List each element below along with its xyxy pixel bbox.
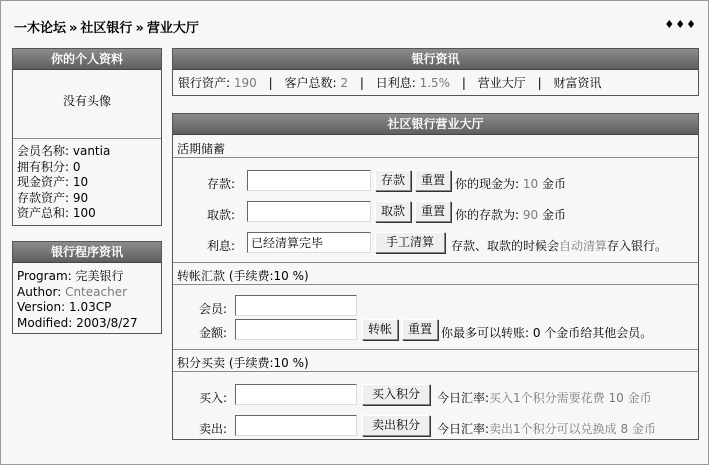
- program-info-title: 银行程序资讯: [13, 242, 161, 263]
- transfer-reset-button[interactable]: 重置: [402, 319, 438, 340]
- withdraw-label: 取款:: [206, 208, 235, 222]
- divider: |: [461, 76, 466, 90]
- withdraw-amount-input[interactable]: [247, 201, 371, 222]
- deposit-balance-text: 你的存款为: 90 金币: [455, 208, 566, 222]
- buy-rate-text: 今日汇率:买入1个积分需要花费 10 金币: [437, 391, 652, 405]
- customers-value: 2: [340, 76, 348, 90]
- sell-points-input[interactable]: [235, 415, 357, 436]
- modified-row: Modified: 2003/8/27: [17, 315, 138, 330]
- profile-panel: [12, 48, 162, 226]
- sell-points-button[interactable]: 卖出积分: [362, 415, 430, 436]
- member-name-row: 会员名称: vantia: [17, 144, 111, 158]
- total-assets-row: 资产总和: 100: [17, 206, 96, 221]
- profile-panel-title: 你的个人资料: [13, 49, 161, 70]
- buy-points-label: 买入:: [198, 391, 227, 405]
- nav-arrows-icon[interactable]: ♦♦♦: [664, 18, 697, 31]
- transfer-member-label: 会员:: [198, 302, 227, 316]
- cash-assets-row: 现金资产: 10: [17, 175, 89, 190]
- manual-settle-button[interactable]: 手工清算: [375, 232, 445, 253]
- interest-label: 利息:: [206, 239, 235, 253]
- buy-points-button[interactable]: 买入积分: [362, 384, 430, 405]
- transfer-button[interactable]: 转帐: [362, 319, 398, 340]
- author-link[interactable]: Cnteacher: [65, 284, 128, 299]
- avatar-placeholder-text: 没有头像: [62, 94, 111, 108]
- deposit-amount-input[interactable]: [247, 170, 371, 191]
- author-row: Author: Cnteacher: [17, 284, 128, 299]
- points-row: 拥有积分: 0: [17, 159, 81, 174]
- daily-rate-value: 1.5%: [419, 76, 451, 90]
- bank-info-title: 银行资讯: [173, 49, 698, 70]
- sell-points-label: 卖出:: [198, 422, 227, 436]
- sell-rate-text: 今日汇率:卖出1个积分可以兑换成 8 金币: [437, 422, 656, 436]
- deposit-reset-button[interactable]: 重置: [415, 170, 451, 191]
- breadcrumb-site-link[interactable]: 一木论坛: [14, 21, 67, 36]
- interest-status-field[interactable]: [247, 232, 371, 253]
- bank-assets-label: 银行资产:: [178, 76, 231, 90]
- profile-stats: [13, 139, 161, 227]
- deposit-assets-row: 存款资产: 90: [17, 190, 89, 205]
- transfer-amount-input[interactable]: [235, 319, 357, 340]
- transfer-limit-note: 你最多可以转账: 0 个金币给其他会员。: [441, 326, 653, 340]
- savings-section-title: 活期储蓄: [177, 142, 226, 156]
- daily-rate-label: 日利息:: [375, 76, 416, 90]
- divider: |: [268, 76, 273, 90]
- transfer-section-title: 转帐汇款 (手续费:10 %): [177, 269, 309, 283]
- cash-balance-text: 你的现金为: 10 金币: [455, 177, 566, 191]
- avatar: [13, 70, 161, 138]
- bank-info-bar: [173, 70, 698, 96]
- breadcrumb-current-page: 营业大厅: [146, 21, 199, 36]
- interest-note: 存款、取款的时候会自动清算存入银行。: [451, 239, 668, 253]
- buy-points-input[interactable]: [235, 384, 357, 405]
- breadcrumb-separator: »: [69, 21, 78, 36]
- transfer-amount-label: 金额:: [198, 326, 227, 340]
- divider: |: [537, 76, 542, 90]
- wealth-info-link[interactable]: 财富资讯: [553, 76, 602, 90]
- version-row: Version: 1.03CP: [17, 300, 112, 315]
- deposit-label: 存款:: [206, 177, 235, 191]
- program-row: Program: 完美银行: [17, 269, 124, 283]
- customers-label: 客户总数:: [284, 76, 337, 90]
- withdraw-reset-button[interactable]: 重置: [415, 201, 451, 222]
- bank-hall-panel: [172, 113, 699, 440]
- withdraw-button[interactable]: 取款: [375, 201, 411, 222]
- hall-link[interactable]: 营业大厅: [477, 76, 526, 90]
- bank-info-panel: [172, 48, 699, 96]
- bank-assets-value: 190: [233, 76, 257, 90]
- breadcrumb-section-link[interactable]: 社区银行: [80, 21, 133, 36]
- divider: |: [359, 76, 364, 90]
- deposit-button[interactable]: 存款: [375, 170, 411, 191]
- bank-hall-title: 社区银行营业大厅: [173, 114, 698, 135]
- breadcrumb-separator: »: [135, 21, 144, 36]
- breadcrumb: [14, 17, 199, 35]
- program-info-panel: [12, 241, 162, 334]
- transfer-member-input[interactable]: [235, 295, 357, 316]
- points-section-title: 积分买卖 (手续费:10 %): [177, 356, 309, 370]
